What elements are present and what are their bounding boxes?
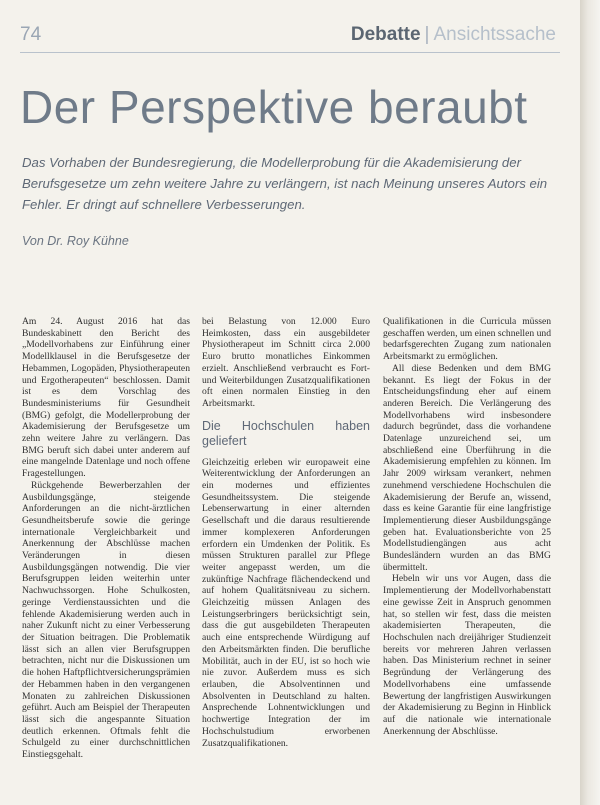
article-title: Der Perspektive beraubt [20, 81, 528, 133]
page-header [0, 0, 580, 62]
page-number: 74 [20, 24, 42, 45]
article-subheading: Die Hochschulen haben geliefert [202, 418, 370, 448]
section-label [351, 24, 556, 46]
subsection-name: Ansichtssache [433, 24, 556, 45]
section-separator: | [424, 24, 430, 45]
section-name: Debatte [350, 24, 421, 45]
body-column-3 [383, 316, 551, 737]
article-byline: Von Dr. Roy Kühne [22, 234, 129, 248]
body-paragraph: bei Belastung von 12.000 Euro Heimkosten, dass ein ausgebildeter Physiotherapeut im Schnitt circa 2.000 Euro brutto monatliches Einkommen erzielt. Anschließend verbraucht es Fort- und Weiterbildungen Zusatzqualifikationen oft einen normalen Einstieg in den Arbeitsmarkt. [202, 316, 370, 409]
body-column-2 [202, 316, 370, 749]
body-paragraph: Qualifikationen in die Curricula müssen geschaffen werden, um einen schnellen und bedarfsgerechten Zugang zum nationalen Arbeitsmarkt zu ermöglichen. [383, 316, 551, 363]
body-paragraph: Am 24. August 2016 hat das Bundeskabinett den Bericht des „Modellvorhabens zur Einführung einer Modellklausel in die Berufsgesetze der Hebammen, Logopäden, Physiotherapeuten und Ergotherapeuten“ beschlossen. Damit ist es dem Vorschlag des Bundesministeriums für Gesundheit (BMG) gefolgt, die Modellerprobung der Akademisierung der Berufsgesetze um zehn weitere Jahre zu verlängern. Das BMG beruft sich dabei unter anderem auf eine mangelnde Datenlage und noch offene Fragestellungen. [22, 316, 190, 480]
article-lead: Das Vorhaben der Bundesregierung, die Modellerprobung für die Akademisierung der Berufsgesetze um zehn weitere Jahre zu verlängern, ist nach Meinung unseres Autors ein Fehler. Er dringt auf schnellere Verbesserungen. [22, 155, 548, 212]
body-paragraph: Rückgehende Bewerberzahlen der Ausbildungsgänge, steigende Anforderungen an die nicht-ärztlichen Gesundheitsberufe sowie die geringe internationale Vergleichbarkeit und Anerkennung der Abschlüsse machen Veränderungen in diesen Ausbildungsgängen notwendig. Die vier Berufsgruppen leiden weiterhin unter Nachwuchssorgen. Hohe Schulkosten, geringe Verdienstaussichten und die fehlende Akademisierung werden auch in naher Zukunft nicht zu einer Verbesserung der Situation beitragen. Die Problematik lässt sich an allen vier Berufsgruppen betrachten, nicht nur die Diskussionen um die hohen Haftpflichtversicherungsprämien der Hebammen haben in den vergangenen Monaten zu zahlreichen Diskussionen geführt. Auch am Beispiel der Therapeuten lässt sich die angespannte Situation deutlich erkennen. Oftmals fehlt die Schulgeld zu einer durchschnittlichen Einstiegsgehalt. [22, 479, 190, 761]
body-paragraph: All diese Bedenken und dem BMG bekannt. Es liegt der Fokus in der Entscheidungsfindung eher auf einem anderen Bereich. Die Verlängerung des Modellvorhabens wird insbesondere dadurch begründet, dass die vorhandene Datenlage unzureichend sei, um abschließend eine Überführung in die Akademisierung empfehlen zu können. Im Jahr 2009 wirksam verankert, nehmen zunehmend verschiedene Hochschulen die Akademisierung der Berufe an, wissend, dass es keine Garantie für eine langfristige Implementierung dieser Ausbildungsgänge geben hat. Evaluationsberichte von 25 Modellstudiengängen aus acht Bundesländern wurden an das BMG übermittelt. [383, 362, 551, 573]
page-edge [580, 0, 600, 805]
header-rule [20, 52, 560, 53]
body-paragraph: Hebeln wir uns vor Augen, dass die Implementierung der Modellvorhabenstatt eine gewisse Zeit in Anspruch genommen hat, so stellen wir fest, dass die meisten akademisierten Therapeuten, die Hochschulen nach dreijähriger Studienzeit bereits vor mehreren Jahren verlassen haben. Das Ministerium rechnet in seiner Begründung der Verlängerung des Modellvorhabens eine umfassende Bewertung der langfristigen Auswirkungen der Akademisierung zu Beginn in Hinblick auf die nationale wie internationale Anerkennung der Abschlüsse. [383, 573, 551, 737]
body-column-1 [22, 316, 190, 761]
body-paragraph: Gleichzeitig erleben wir europaweit eine Weiterentwicklung der Anforderungen an ein modernes und effizientes Gesundheitssystem. Die steigende Lebenserwartung in einer alternden Gesellschaft und die daraus resultierende immer komplexeren Anforderungen erfordern ein Umdenken der Politik. Es müssen Strukturen parallel zur Pflege weiter angepasst werden, um die zukünftige Nachfrage flächendeckend und auf hohem Qualitätsniveau zu sichern. Gleichzeitig müssen Anlagen des Leistungserbringers berücksichtigt sein, dass die gut ausgebildeten Therapeuten auch eine entsprechende Würdigung auf den Arbeitsmärkten finden. Die berufliche Mobilität, auch in der EU, ist so hoch wie nie zuvor. Außerdem muss es sich erlauben, die Absolventinnen und Absolventen in Deutschland zu halten. Ansprechende Lohnentwicklungen und hochwertige Integration der im Hochschulstudium erworbenen Zusatzqualifikationen. [202, 456, 370, 749]
